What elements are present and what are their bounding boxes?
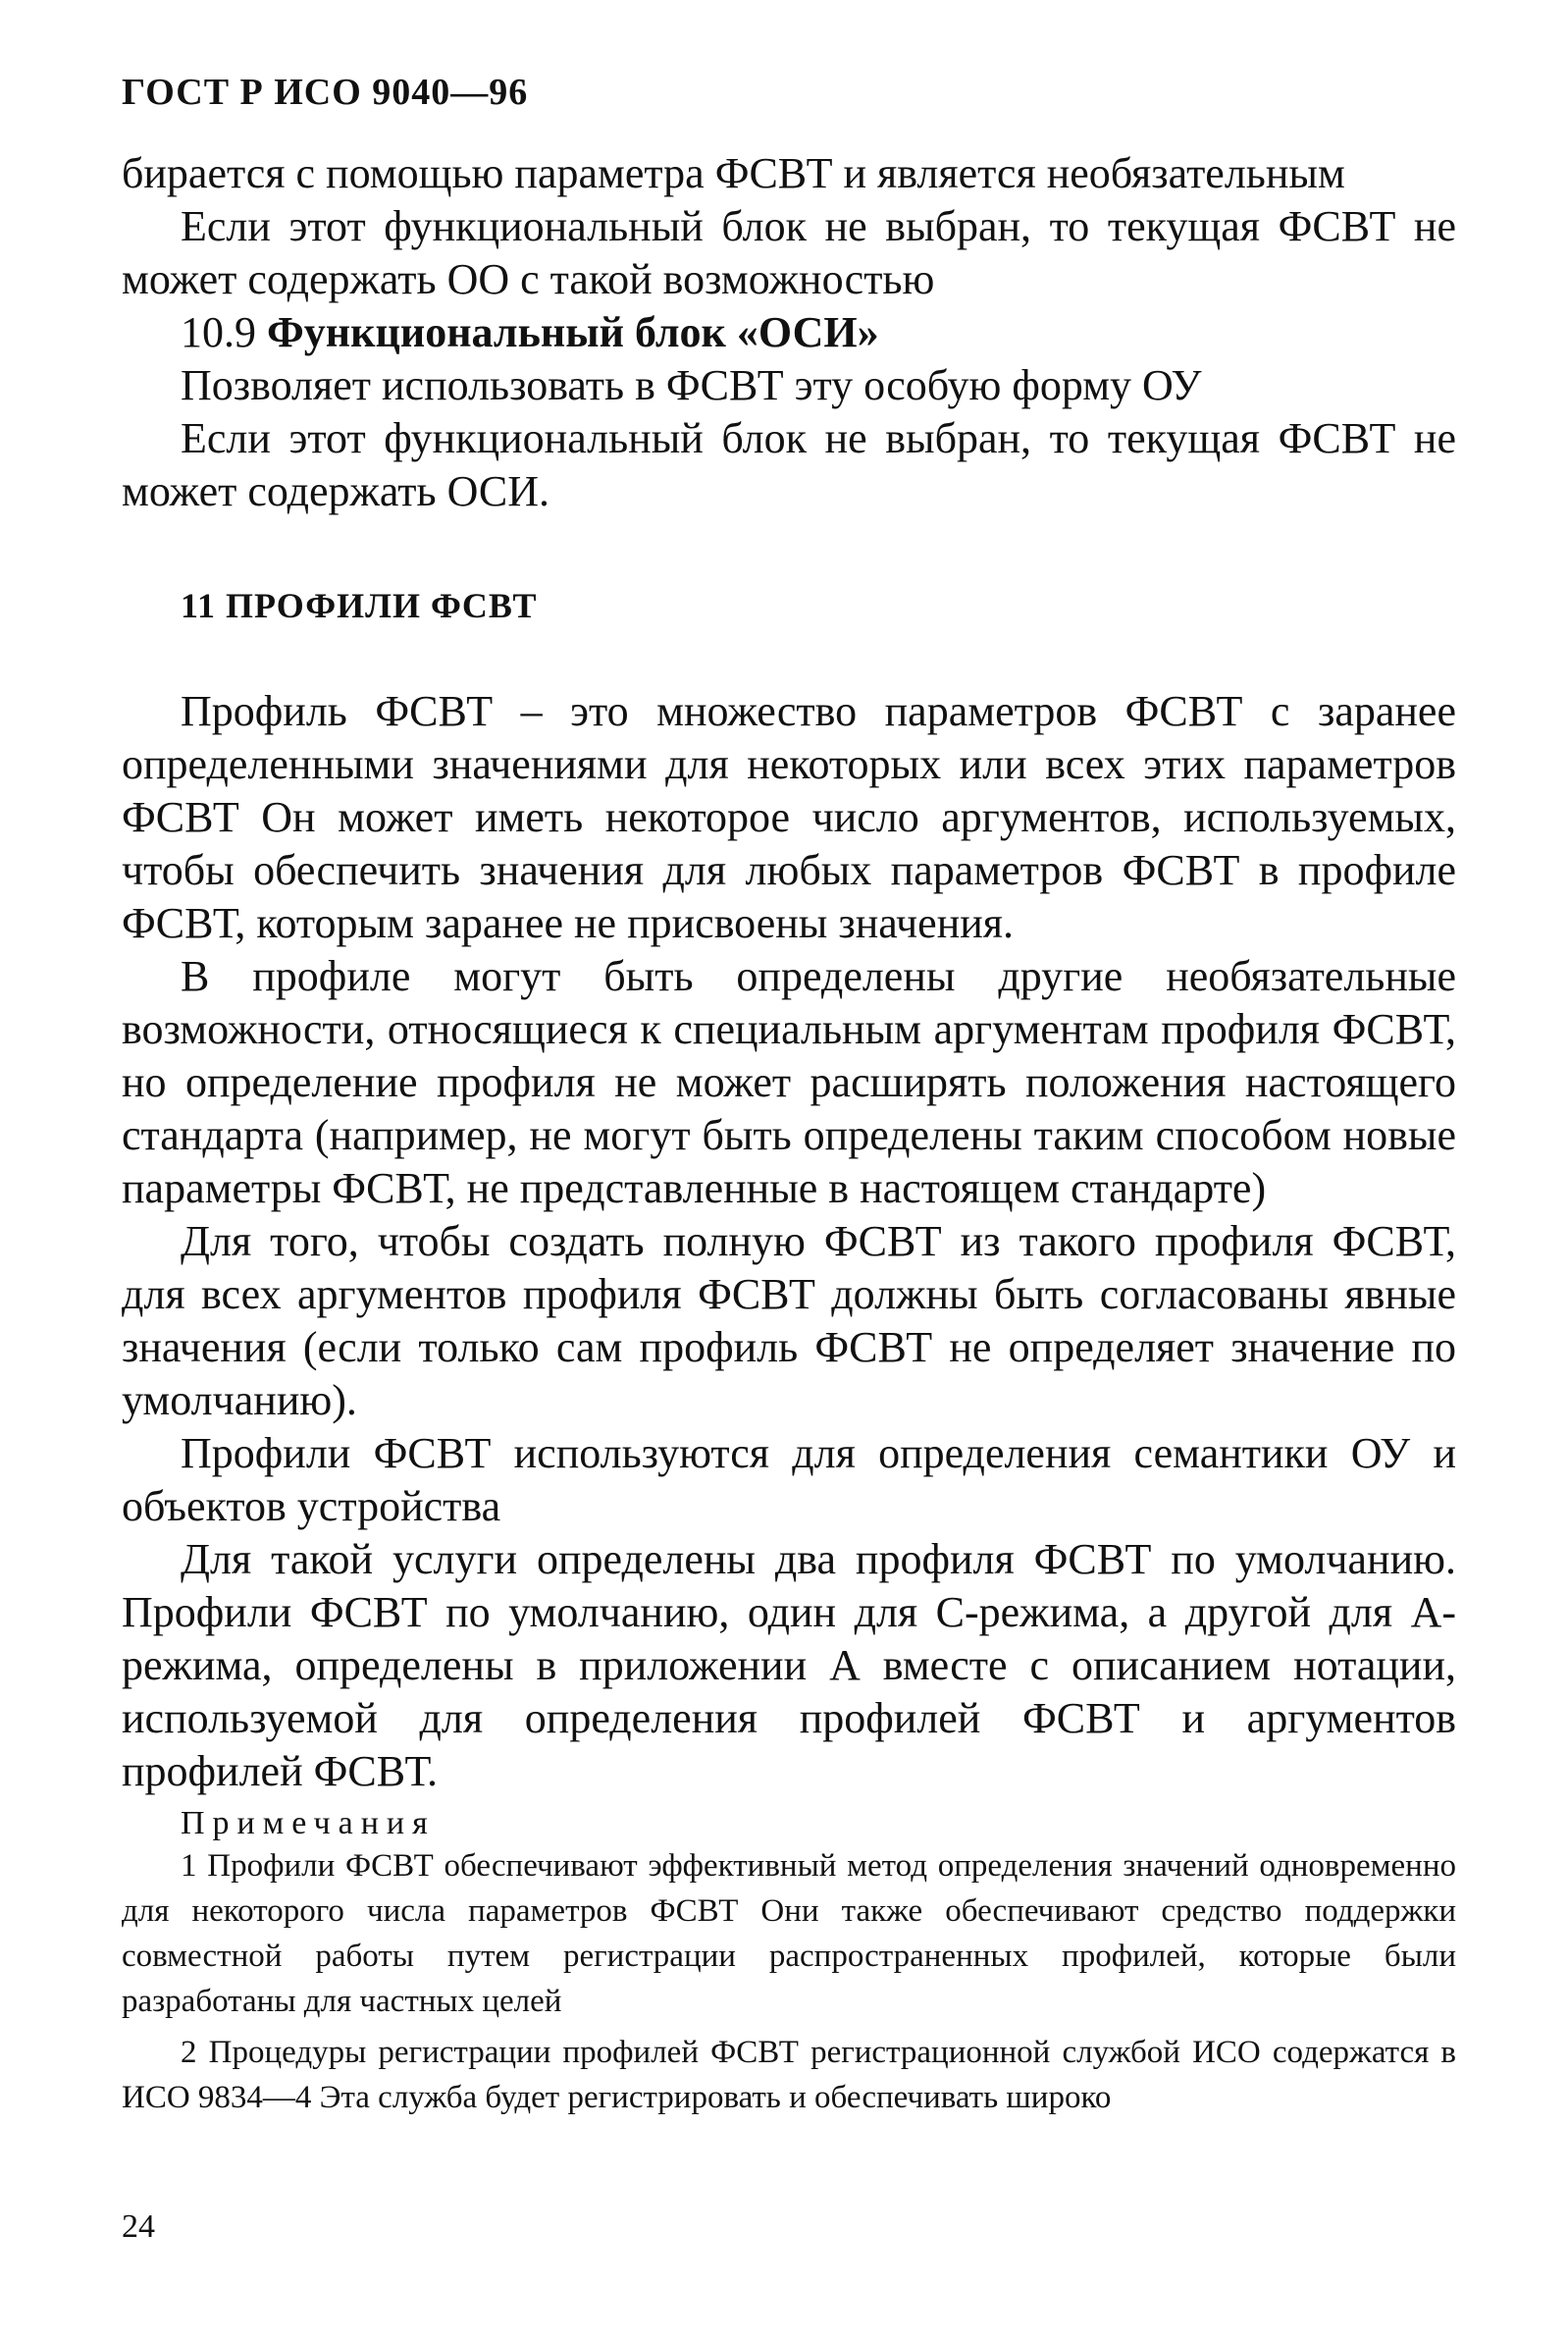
paragraph: Профили ФСВТ используются для определения семантики ОУ и объектов устройства (122, 1429, 1456, 1530)
page-body (122, 147, 1456, 2120)
paragraph: Для того, чтобы создать полную ФСВТ из такого профиля ФСВТ, для всех аргументов профиля ФСВТ должны быть согласованы явные значения (если только сам профиль ФСВТ не определяет значение по умолчанию). (122, 1217, 1456, 1424)
note-item: 2 Процедуры регистрации профилей ФСВТ регистрационной службой ИСО содержатся в ИСО 9834—4 Эта служба будет регистрировать и обеспечивать широко (122, 2035, 1456, 2115)
paragraph: В профиле могут быть определены другие необязательные возможности, относящиеся к специальным аргументам профиля ФСВТ, но определение профиля не может расширять положения настоящего стандарта (например, не могут быть определены таким способом новые параметры ФСВТ, не представленные в настоящем стандарте) (122, 952, 1456, 1212)
note-item: 1 Профили ФСВТ обеспечивают эффективный метод определения значений одновременно для некоторого числа параметров ФСВТ Они также обеспечивают средство поддержки совместной работы путем регистрации распространенных профилей, которые были разработаны для частных целей (122, 1848, 1456, 2019)
subsection-heading (122, 306, 1456, 359)
page-header: ГОСТ Р ИСО 9040—96 (122, 72, 529, 113)
paragraph: Профиль ФСВТ – это множество параметров ФСВТ с заранее определенными значениями для некоторых или всех этих параметров ФСВТ Он может иметь некоторое число аргументов, используемых, чтобы обеспечить значения для любых параметров ФСВТ в профиле ФСВТ, которым заранее не присвоены значения. (122, 687, 1456, 947)
section-title: 11 ПРОФИЛИ ФСВТ (181, 586, 538, 625)
paragraph: Если этот функциональный блок не выбран, то текущая ФСВТ не может содержать ОСИ. (122, 414, 1456, 515)
paragraph: Позволяет использовать в ФСВТ эту особую форму ОУ (181, 361, 1202, 409)
paragraph: Если этот функциональный блок не выбран, то текущая ФСВТ не может содержать ОО с такой возможностью (122, 202, 1456, 303)
notes-heading: Примечания (181, 1805, 436, 1841)
paragraph: Для такой услуги определены два профиля ФСВТ по умолчанию. Профили ФСВТ по умолчанию, один для С-режима, а другой для А-режима, определены в приложении А вместе с описанием нотации, используемой для определения профилей ФСВТ и аргументов профилей ФСВТ. (122, 1535, 1456, 1795)
paragraph: бирается с помощью параметра ФСВТ и является необязательным (122, 149, 1345, 197)
page-number: 24 (122, 2208, 155, 2245)
subsection-number: 10.9 (181, 308, 256, 356)
subsection-title: Функциональный блок «ОСИ» (267, 308, 879, 356)
